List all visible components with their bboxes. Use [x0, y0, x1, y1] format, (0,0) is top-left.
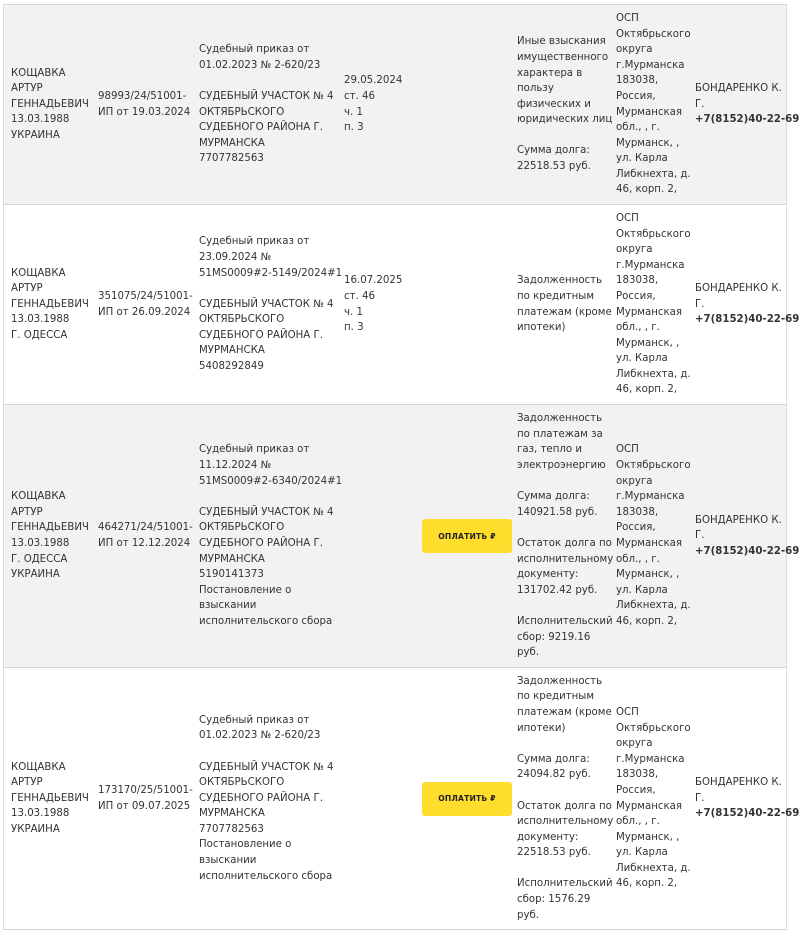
cell-line: [517, 520, 613, 536]
cell-line: ГЕННАДЬЕВИЧ: [11, 98, 89, 110]
cell-line: 183038,: [616, 506, 659, 518]
cell-line: Мурманск, ,: [616, 569, 680, 581]
cell-line: имущественного: [517, 51, 609, 63]
document-cell: [199, 5, 341, 204]
cell-line: СУДЕБНЫЙ УЧАСТОК № 4: [199, 298, 334, 310]
cell-line: ИП от 19.03.2024: [98, 106, 191, 118]
cell-line: ГЕННАДЬЕВИЧ: [11, 792, 89, 804]
cell-line: 140921.58 руб.: [517, 506, 598, 518]
cell-line: СУДЕБНОГО РАЙОНА Г.: [199, 538, 323, 549]
cell-line: 7707782563: [199, 153, 264, 165]
cell-line: Мурманская: [616, 306, 682, 318]
cell-line: 51MS0009#2-5149/2024#1: [199, 267, 343, 279]
cell-line: ОСП: [616, 212, 639, 224]
cell-line: г.Мурманска: [616, 259, 685, 271]
cell-line: Россия,: [616, 290, 656, 302]
debtor-cell: [11, 205, 97, 404]
cell-line: Г. ОДЕССА: [11, 329, 68, 341]
cell-line: по кредитным: [517, 691, 595, 703]
cell-line: БОНДАРЕНКО К.: [695, 514, 782, 526]
cell-line: [199, 489, 341, 505]
cell-line: Мурманск, ,: [616, 337, 680, 349]
cell-line: 01.02.2023 № 2-620/23: [199, 59, 321, 71]
document-cell: [199, 668, 341, 929]
cell-line: СУДЕБНЫЙ УЧАСТОК № 4: [199, 761, 334, 773]
pay-cell: [419, 668, 515, 929]
cell-line: КОЩАВКА: [11, 67, 66, 79]
cell-line: [199, 281, 341, 297]
cell-line: ИП от 26.09.2024: [98, 306, 191, 318]
cell-line: исполнительному: [517, 553, 614, 565]
cell-line: исполнительского сбора: [199, 870, 333, 882]
cell-line: Мурманск, ,: [616, 137, 680, 149]
cell-line: 5408292849: [199, 361, 264, 373]
cell-line: 5190141373: [199, 569, 264, 581]
cell-line: Остаток долга по: [517, 538, 612, 549]
cell-line: 7707782563: [199, 823, 264, 835]
pay-cell: [419, 5, 515, 204]
cell-line: Г.: [695, 298, 705, 310]
cell-line: 13.03.1988: [11, 808, 70, 820]
cell-line: Октябрьского: [616, 228, 691, 240]
cell-line: ОКТЯБРЬСКОГО: [199, 106, 285, 118]
cell-line: Либкнехта, д.: [616, 368, 691, 380]
cell-line: ст. 46: [344, 290, 375, 302]
cell-line: 98993/24/51001-: [98, 90, 187, 102]
cell-line: 46, корп. 2,: [616, 384, 678, 396]
cell-line: АРТУР: [11, 506, 43, 518]
ending-cell: [344, 205, 416, 404]
cell-line: 13.03.1988: [11, 314, 70, 326]
cell-line: МУРМАНСКА: [199, 808, 265, 820]
cell-line: Постановление о: [199, 839, 292, 851]
cell-line: округа: [616, 738, 653, 750]
cell-line: по кредитным: [517, 290, 595, 302]
cell-line: Г.: [695, 792, 705, 804]
cell-line: ГЕННАДЬЕВИЧ: [11, 522, 89, 534]
cell-line: ул. Карла: [616, 153, 668, 165]
cell-line: сбор: 1576.29: [517, 894, 591, 906]
cell-line: КОЩАВКА: [11, 761, 66, 773]
cell-line: Г.: [695, 530, 705, 542]
cell-line: 22518.53 руб.: [517, 847, 591, 859]
cell-line: 183038,: [616, 75, 659, 87]
cell-line: электроэнергию: [517, 460, 606, 472]
proceeding-cell: [98, 405, 196, 667]
cell-line: [199, 744, 341, 760]
cell-line: Мурманская: [616, 538, 682, 549]
bailiff-name: [695, 513, 787, 544]
cell-line: 46, корп. 2,: [616, 184, 678, 196]
subject-cell: [517, 405, 613, 667]
cell-line: СУДЕБНОГО РАЙОНА Г.: [199, 329, 323, 341]
cell-line: взыскании: [199, 600, 257, 612]
cell-line: МУРМАНСКА: [199, 345, 265, 357]
pay-cell: [419, 405, 515, 667]
cell-line: исполнительского сбора: [199, 615, 333, 627]
cell-line: [199, 73, 341, 89]
cell-line: МУРМАНСКА: [199, 553, 265, 565]
cell-line: г.Мурманска: [616, 491, 685, 503]
cell-line: документу:: [517, 569, 579, 581]
proceeding-cell: [98, 205, 196, 404]
cell-line: Октябрьского: [616, 28, 691, 40]
subject-cell: [517, 205, 613, 404]
cell-line: Сумма долга:: [517, 145, 590, 157]
pay-cell: [419, 205, 515, 404]
cell-line: ипотеки): [517, 722, 566, 734]
cell-line: АРТУР: [11, 283, 43, 295]
subject-cell: [517, 5, 613, 204]
cell-line: Россия,: [616, 522, 656, 534]
cell-line: ОСП: [616, 444, 639, 456]
cell-line: Остаток долга по: [517, 800, 612, 812]
cell-line: 24094.82 руб.: [517, 769, 591, 781]
table-row: [4, 4, 799, 205]
department-cell: [616, 205, 694, 404]
cell-line: ипотеки): [517, 322, 566, 334]
cell-line: юридических лиц: [517, 114, 613, 126]
cell-line: Октябрьского: [616, 722, 691, 734]
cell-line: обл., , г.: [616, 322, 660, 334]
cell-line: округа: [616, 44, 653, 56]
cell-line: МУРМАНСКА: [199, 137, 265, 149]
cell-line: 351075/24/51001-: [98, 290, 193, 302]
cell-line: Судебный приказ от: [199, 444, 310, 456]
cell-line: Постановление о: [199, 584, 292, 596]
cell-line: по платежам за: [517, 428, 603, 440]
cell-line: ОКТЯБРЬСКОГО: [199, 777, 285, 789]
cell-line: Г. ОДЕССА: [11, 553, 68, 565]
cell-line: ул. Карла: [616, 847, 668, 859]
cell-line: характера в: [517, 67, 583, 79]
cell-line: Октябрьского: [616, 460, 691, 472]
department-cell: [616, 5, 694, 204]
cell-line: Мурманская: [616, 800, 682, 812]
debtor-cell: [11, 668, 97, 929]
cell-line: документу:: [517, 831, 579, 843]
cell-line: 11.12.2024 №: [199, 460, 272, 472]
bailiff-cell: [695, 668, 799, 929]
proceeding-cell: [98, 668, 196, 929]
cell-line: ОКТЯБРЬСКОГО: [199, 522, 285, 534]
cell-line: АРТУР: [11, 83, 43, 95]
cell-line: Судебный приказ от: [199, 714, 310, 726]
cell-line: УКРАИНА: [11, 823, 60, 835]
subject-cell: [517, 668, 613, 929]
cell-line: Судебный приказ от: [199, 44, 310, 56]
cell-line: 464271/24/51001-: [98, 522, 193, 534]
pay-button[interactable]: ОПЛАТИТЬ ₽: [422, 782, 512, 816]
cell-line: 13.03.1988: [11, 538, 70, 549]
cell-line: руб.: [517, 647, 540, 659]
cell-line: 183038,: [616, 275, 659, 287]
cell-line: ИП от 12.12.2024: [98, 538, 191, 549]
cell-line: [517, 128, 613, 144]
cell-line: ул. Карла: [616, 353, 668, 365]
cell-line: ОСП: [616, 706, 639, 718]
cell-line: платежам (кроме: [517, 706, 612, 718]
cell-line: [517, 474, 613, 490]
cell-line: п. 3: [344, 122, 364, 134]
ending-cell: [344, 405, 416, 667]
cell-line: обл., , г.: [616, 553, 660, 565]
cell-line: 16.07.2025: [344, 275, 403, 287]
cell-line: Мурманск, ,: [616, 831, 680, 843]
cell-line: п. 3: [344, 322, 364, 334]
cell-line: ОСП: [616, 12, 639, 24]
bailiff-phone: +7(8152)40-22-69: [695, 545, 799, 557]
cell-line: 173170/25/51001-: [98, 784, 193, 796]
cell-line: пользу: [517, 83, 554, 95]
cell-line: ч. 1: [344, 306, 363, 318]
cell-line: 51MS0009#2-6340/2024#1: [199, 475, 343, 487]
debtor-cell: [11, 5, 97, 204]
cell-line: Либкнехта, д.: [616, 600, 691, 612]
cell-line: 22518.53 руб.: [517, 161, 591, 173]
cell-line: [517, 736, 613, 752]
cell-line: ул. Карла: [616, 584, 668, 596]
table-row: [4, 405, 799, 668]
cell-line: взыскании: [199, 855, 257, 867]
cell-line: Г.: [695, 98, 705, 110]
cell-line: Сумма долга:: [517, 491, 590, 503]
cell-line: Исполнительский: [517, 878, 613, 890]
cell-line: СУДЕБНОГО РАЙОНА Г.: [199, 792, 323, 804]
cell-line: Исполнительский: [517, 615, 613, 627]
cell-line: СУДЕБНЫЙ УЧАСТОК № 4: [199, 506, 334, 518]
cell-line: [517, 783, 613, 799]
cell-line: 23.09.2024 №: [199, 251, 272, 263]
bailiff-phone: +7(8152)40-22-69: [695, 808, 799, 820]
cell-line: г.Мурманска: [616, 59, 685, 71]
cell-line: газ, тепло и: [517, 444, 582, 456]
cell-line: ч. 1: [344, 106, 363, 118]
department-cell: [616, 405, 694, 667]
cell-line: округа: [616, 244, 653, 256]
cell-line: Либкнехта, д.: [616, 862, 691, 874]
cell-line: ст. 46: [344, 90, 375, 102]
table-row: [4, 205, 799, 405]
cell-line: 183038,: [616, 769, 659, 781]
cell-line: ГЕННАДЬЕВИЧ: [11, 298, 89, 310]
cell-line: округа: [616, 475, 653, 487]
cell-line: исполнительному: [517, 816, 614, 828]
cell-line: 131702.42 руб.: [517, 584, 598, 596]
cell-line: [517, 861, 613, 877]
cell-line: КОЩАВКА: [11, 267, 66, 279]
cell-line: Судебный приказ от: [199, 236, 310, 248]
bailiff-name: [695, 775, 787, 806]
cell-line: ИП от 09.07.2025: [98, 800, 191, 812]
bailiff-phone: +7(8152)40-22-69: [695, 314, 799, 326]
cell-line: Сумма долга:: [517, 753, 590, 765]
cell-line: 29.05.2024: [344, 75, 403, 87]
cell-line: руб.: [517, 909, 540, 921]
bailiff-name: [695, 281, 787, 312]
cell-line: Задолженность: [517, 675, 603, 687]
cell-line: платежам (кроме: [517, 306, 612, 318]
bailiff-phone: +7(8152)40-22-69: [695, 114, 799, 126]
cell-line: 46, корп. 2,: [616, 615, 678, 627]
cell-line: 46, корп. 2,: [616, 878, 678, 890]
cell-line: Иные взыскания: [517, 36, 606, 48]
ending-cell: [344, 5, 416, 204]
cell-line: сбор: 9219.16: [517, 631, 591, 643]
cell-line: БОНДАРЕНКО К.: [695, 777, 782, 789]
ending-cell: [344, 668, 416, 929]
table-row: [4, 668, 799, 930]
cell-line: Россия,: [616, 90, 656, 102]
cell-line: обл., , г.: [616, 816, 660, 828]
pay-button[interactable]: ОПЛАТИТЬ ₽: [422, 519, 512, 553]
bailiff-cell: [695, 5, 799, 204]
cell-line: СУДЕБНОГО РАЙОНА Г.: [199, 122, 323, 134]
cell-line: [517, 598, 613, 614]
cell-line: Либкнехта, д.: [616, 168, 691, 180]
cell-line: Россия,: [616, 784, 656, 796]
cell-line: Задолженность: [517, 413, 603, 425]
cell-line: физических и: [517, 98, 591, 110]
cell-line: БОНДАРЕНКО К.: [695, 283, 782, 295]
cell-line: АРТУР: [11, 777, 43, 789]
bailiff-cell: [695, 205, 799, 404]
document-cell: [199, 405, 341, 667]
department-cell: [616, 668, 694, 929]
cell-line: БОНДАРЕНКО К.: [695, 83, 782, 95]
cell-line: ОКТЯБРЬСКОГО: [199, 314, 285, 326]
cell-line: 01.02.2023 № 2-620/23: [199, 730, 321, 742]
cell-line: Задолженность: [517, 275, 603, 287]
cell-line: Мурманская: [616, 106, 682, 118]
cell-line: СУДЕБНЫЙ УЧАСТОК № 4: [199, 90, 334, 102]
cell-line: 13.03.1988: [11, 114, 70, 126]
bailiff-name: [695, 81, 787, 112]
debtor-cell: [11, 405, 97, 667]
cell-line: УКРАИНА: [11, 569, 60, 581]
cell-line: КОЩАВКА: [11, 491, 66, 503]
cell-line: обл., , г.: [616, 122, 660, 134]
cell-line: г.Мурманска: [616, 753, 685, 765]
bailiff-cell: [695, 405, 799, 667]
document-cell: [199, 205, 341, 404]
cell-line: УКРАИНА: [11, 129, 60, 141]
debts-table: [3, 4, 799, 930]
proceeding-cell: [98, 5, 196, 204]
